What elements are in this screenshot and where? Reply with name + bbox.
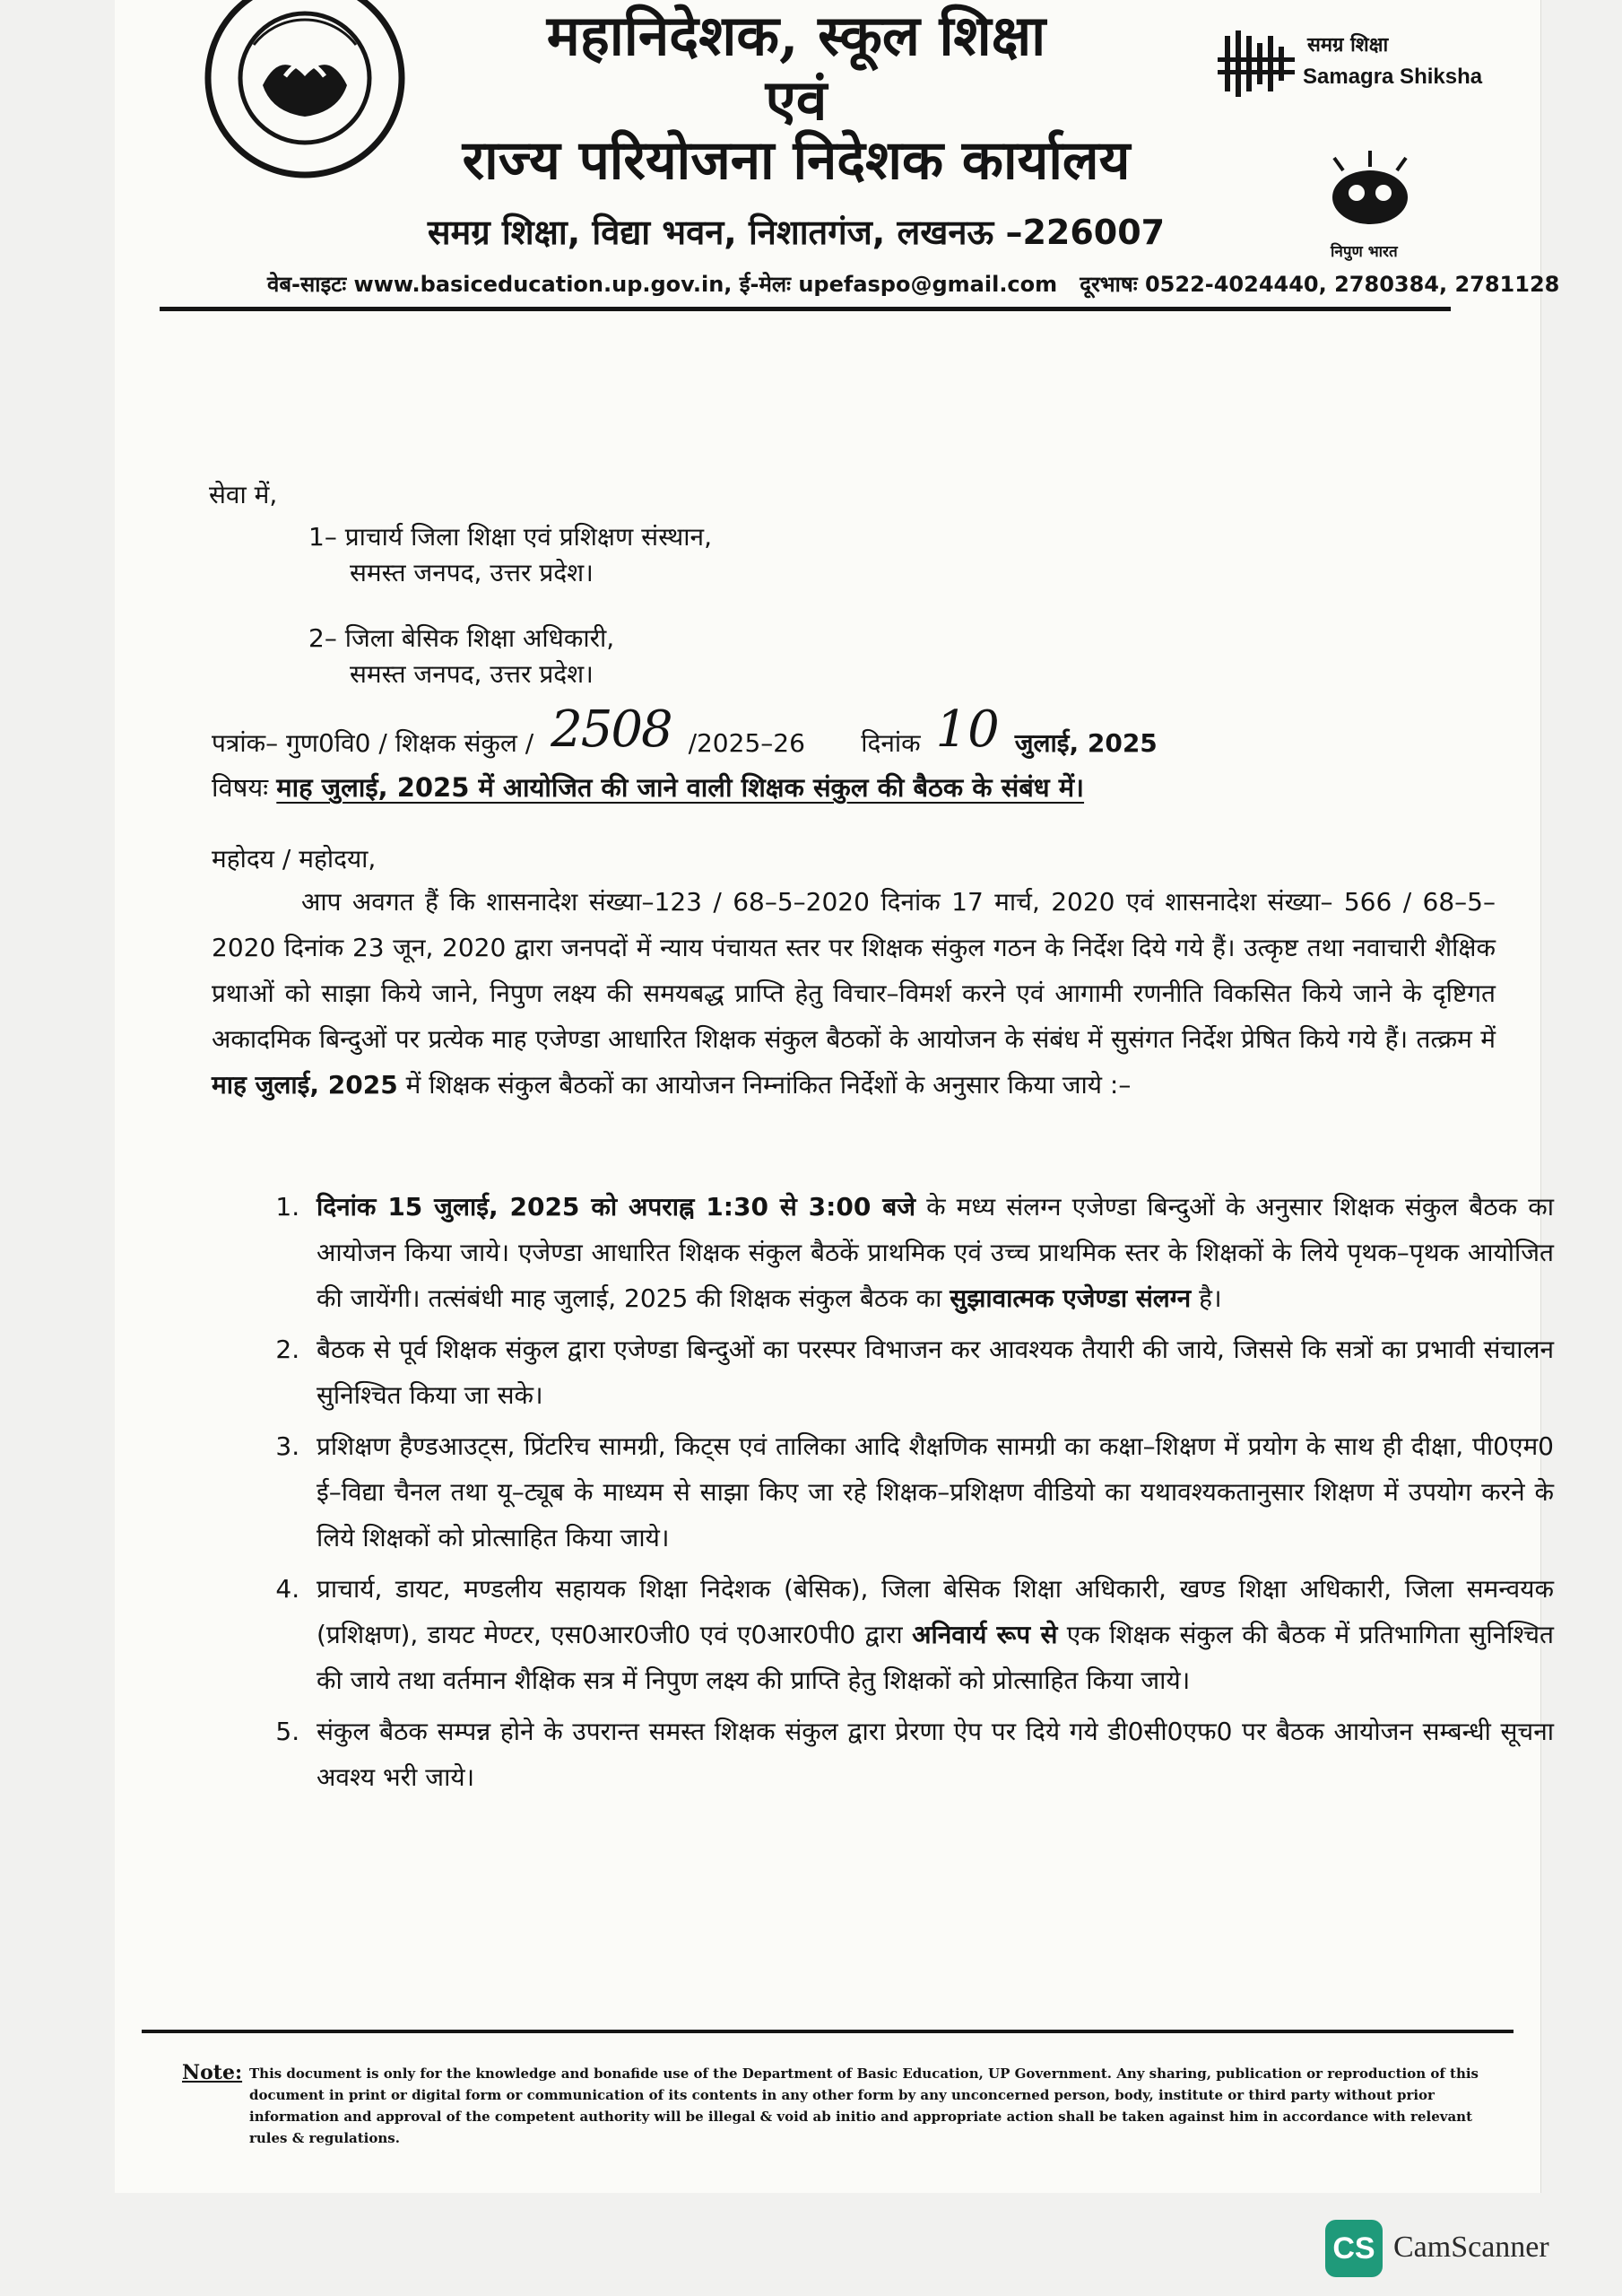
subject-line (212, 770, 1084, 804)
instruction-4-end: एक शिक्षक संकुल की बैठक में प्रतिभागिता सुनिश्चित की जाये तथा वर्तमान शैक्षिक सत्र में निपुण लक्ष्य की प्राप्ति हेतु शिक्षकों को प्रोत्साहित किया जाये। (317, 1620, 1555, 1695)
subject-label: विषयः (212, 772, 269, 803)
list-item (308, 1326, 1554, 1418)
instruction-list (254, 1184, 1554, 1805)
instruction-1-end: है। (1199, 1283, 1222, 1313)
reference-year: /2025–26 (688, 728, 805, 758)
subject-text: माह जुलाई, 2025 में आयोजित की जाने वाली शिक्षक संकुल की बैठक के संबंध में। (276, 772, 1085, 803)
date-label: दिनांक (861, 728, 921, 758)
website-link[interactable]: www.basiceducation.up.gov.in, (353, 272, 733, 297)
camscanner-icon: CS (1325, 2220, 1383, 2277)
instruction-3-text: प्रशिक्षण हैण्डआउट्स, प्रिंटरिच सामग्री, किट्स एवं तालिका आदि शैक्षणिक सामग्री का कक्षा–शिक्षण में प्रयोग के साथ ही दीक्षा, पी0एम0 ई–विद्या चैनल तथा यू–ट्यूब के माध्यम से साझा किए जा रहे शिक्षक–प्रशिक्षण वीडियो का यथावश्यकतानुसार शिक्षण में उपयोग करने के लिये शिक्षकों को प्रोत्साहित किया जाये। (317, 1431, 1554, 1552)
body-paragraph (212, 879, 1496, 1108)
addressee-2-line-1: 2– जिला बेसिक शिक्षा अधिकारी, (308, 623, 615, 653)
phone-label: दूरभाषः (1080, 272, 1138, 297)
list-item (308, 1184, 1554, 1321)
nipun-bharat-caption: निपुण भारत (1331, 243, 1398, 261)
document-page (115, 0, 1560, 2193)
addressee-1-line-1: 1– प्राचार्य जिला शिक्षा एवं प्रशिक्षण संस्थान, (308, 522, 712, 552)
letterhead-contact (267, 269, 1560, 299)
note-text: This document is only for the knowledge and bonafide use of the Department of Basic Education, UP Government. Any sharing, publication or reproduction of this document in print or digital form or communication of its contents in any other form by any unconcerned person, body, institute or third party without prior information and approval of the competent authority will be illegal & void ab initio and appropriate action shall be taken against him in accordance with relevant rules & regulations. (249, 2066, 1479, 2146)
list-item (308, 1566, 1554, 1703)
list-item (308, 1423, 1554, 1561)
letterhead-line-2: एवं (765, 67, 828, 133)
addressee-1-line-2: समस्त जनपद, उत्तर प्रदेश। (350, 558, 594, 587)
samagra-shiksha-hindi: समग्र शिक्षा (1307, 34, 1389, 57)
instruction-1-bold: दिनांक 15 जुलाई, 2025 को अपराह्न 1:30 से 3:00 बजे (317, 1192, 915, 1222)
email-label: ई-मेलः (739, 272, 791, 297)
nipun-bharat-logo (1316, 135, 1424, 269)
up-government-emblem (200, 0, 411, 184)
body-text-part-2: में शिक्षक संकुल बैठकों का आयोजन निम्नांकित निर्देशों के अनुसार किया जाये :– (405, 1070, 1132, 1100)
letterhead-address: समग्र शिक्षा, विद्या भवन, निशातगंज, लखनऊ –226007 (427, 213, 1166, 252)
date-month-year: जुलाई, 2025 (1014, 728, 1158, 758)
date-day-handwritten: 10 (935, 700, 1000, 759)
instruction-5-text: संकुल बैठक सम्पन्न होने के उपरान्त समस्त शिक्षक संकुल द्वारा प्रेरणा ऐप पर दिये गये डी0सी0एफ0 पर बैठक आयोजन सम्बन्धी सूचना अवश्य भरी जाये। (317, 1717, 1554, 1792)
phone-numbers: 0522-4024440, 2780384, 2781128 (1144, 272, 1560, 297)
header-divider (160, 307, 1451, 311)
email-link[interactable]: upefaspo@gmail.com (798, 272, 1058, 297)
greeting: महोदय / महोदया, (212, 844, 377, 874)
samagra-shiksha-logo (1218, 27, 1487, 103)
note-label: Note: (182, 2061, 243, 2084)
list-item (308, 1709, 1554, 1800)
body-text-part-1: आप अवगत हैं कि शासनादेश संख्या–123 / 68–5–2020 दिनांक 17 मार्च, 2020 एवं शासनादेश संख्या– 566 / 68–5–2020 दिनांक 23 जून, 2020 द्वारा जनपदों में न्याय पंचायत स्तर पर शिक्षक संकुल गठन के निर्देश दिये गये हैं। उत्कृष्ट तथा नवाचारी शैक्षिक प्रथाओं को साझा किये जाने, निपुण लक्ष्य की समयबद्ध प्राप्ति हेतु विचार–विमर्श करने एवं आगामी रणनीति विकसित किये जाने के दृष्टिगत अकादमिक बिन्दुओं पर प्रत्येक माह एजेण्डा आधारित शिक्षक संकुल बैठकों के आयोजन के संबंध में सुसंगत निर्देश प्रेषित किये गये हैं। तत्क्रम में (212, 887, 1496, 1054)
camscanner-watermark (1325, 2220, 1612, 2283)
samagra-shiksha-icon (1218, 27, 1298, 103)
reference-prefix: पत्रांक– गुण0वि0 / शिक्षक संकुल / (212, 728, 534, 758)
footer-divider (142, 2030, 1514, 2033)
instruction-4-bold: अनिवार्य रूप से (912, 1620, 1058, 1649)
reference-number-handwritten: 2508 (551, 700, 672, 759)
instruction-1-text: के मध्य संलग्न एजेण्डा बिन्दुओं के अनुसार शिक्षक संकुल बैठक का आयोजन किया जाये। एजेण्डा आधारित शिक्षक संकुल बैठकें प्राथमिक एवं उच्च प्राथमिक स्तर के शिक्षकों के लिये पृथक–पृथक आयोजित की जायेंगी। तत्संबंधी माह जुलाई, 2025 की शिक्षक संकुल बैठक का (317, 1192, 1554, 1313)
instruction-1-bold-2: सुझावात्मक एजेण्डा संलग्न (950, 1283, 1192, 1313)
nipun-bharat-icon (1316, 135, 1424, 238)
instruction-4-text: प्राचार्य, डायट, मण्डलीय सहायक शिक्षा निदेशक (बेसिक), जिला बेसिक शिक्षा अधिकारी, खण्ड शिक्षा अधिकारी, जिला समन्वयक (प्रशिक्षण), डायट मेण्टर, एस0आर0जी0 एवं ए0आर0पी0 द्वारा (317, 1574, 1554, 1649)
instruction-2-text: बैठक से पूर्व शिक्षक संकुल द्वारा एजेण्डा बिन्दुओं का परस्पर विभाजन कर आवश्यक तैयारी की जाये, जिससे कि सत्रों का प्रभावी संचालन सुनिश्चित किया जा सके। (317, 1335, 1554, 1410)
samagra-shiksha-english: Samagra Shiksha (1303, 65, 1483, 89)
letterhead-line-3: राज्य परियोजना निदेशक कार्यालय (462, 129, 1131, 192)
body-text-bold: माह जुलाई, 2025 (212, 1070, 398, 1100)
web-label: वेब-साइटः (267, 272, 347, 297)
addressee-heading: सेवा में, (209, 480, 278, 509)
reference-line (212, 700, 1158, 764)
letterhead-line-1: महानिदेशक, स्कूल शिक्षा (546, 3, 1046, 68)
addressee-2-line-2: समस्त जनपद, उत्तर प्रदेश। (350, 659, 594, 689)
camscanner-label: CamScanner (1393, 2231, 1549, 2264)
